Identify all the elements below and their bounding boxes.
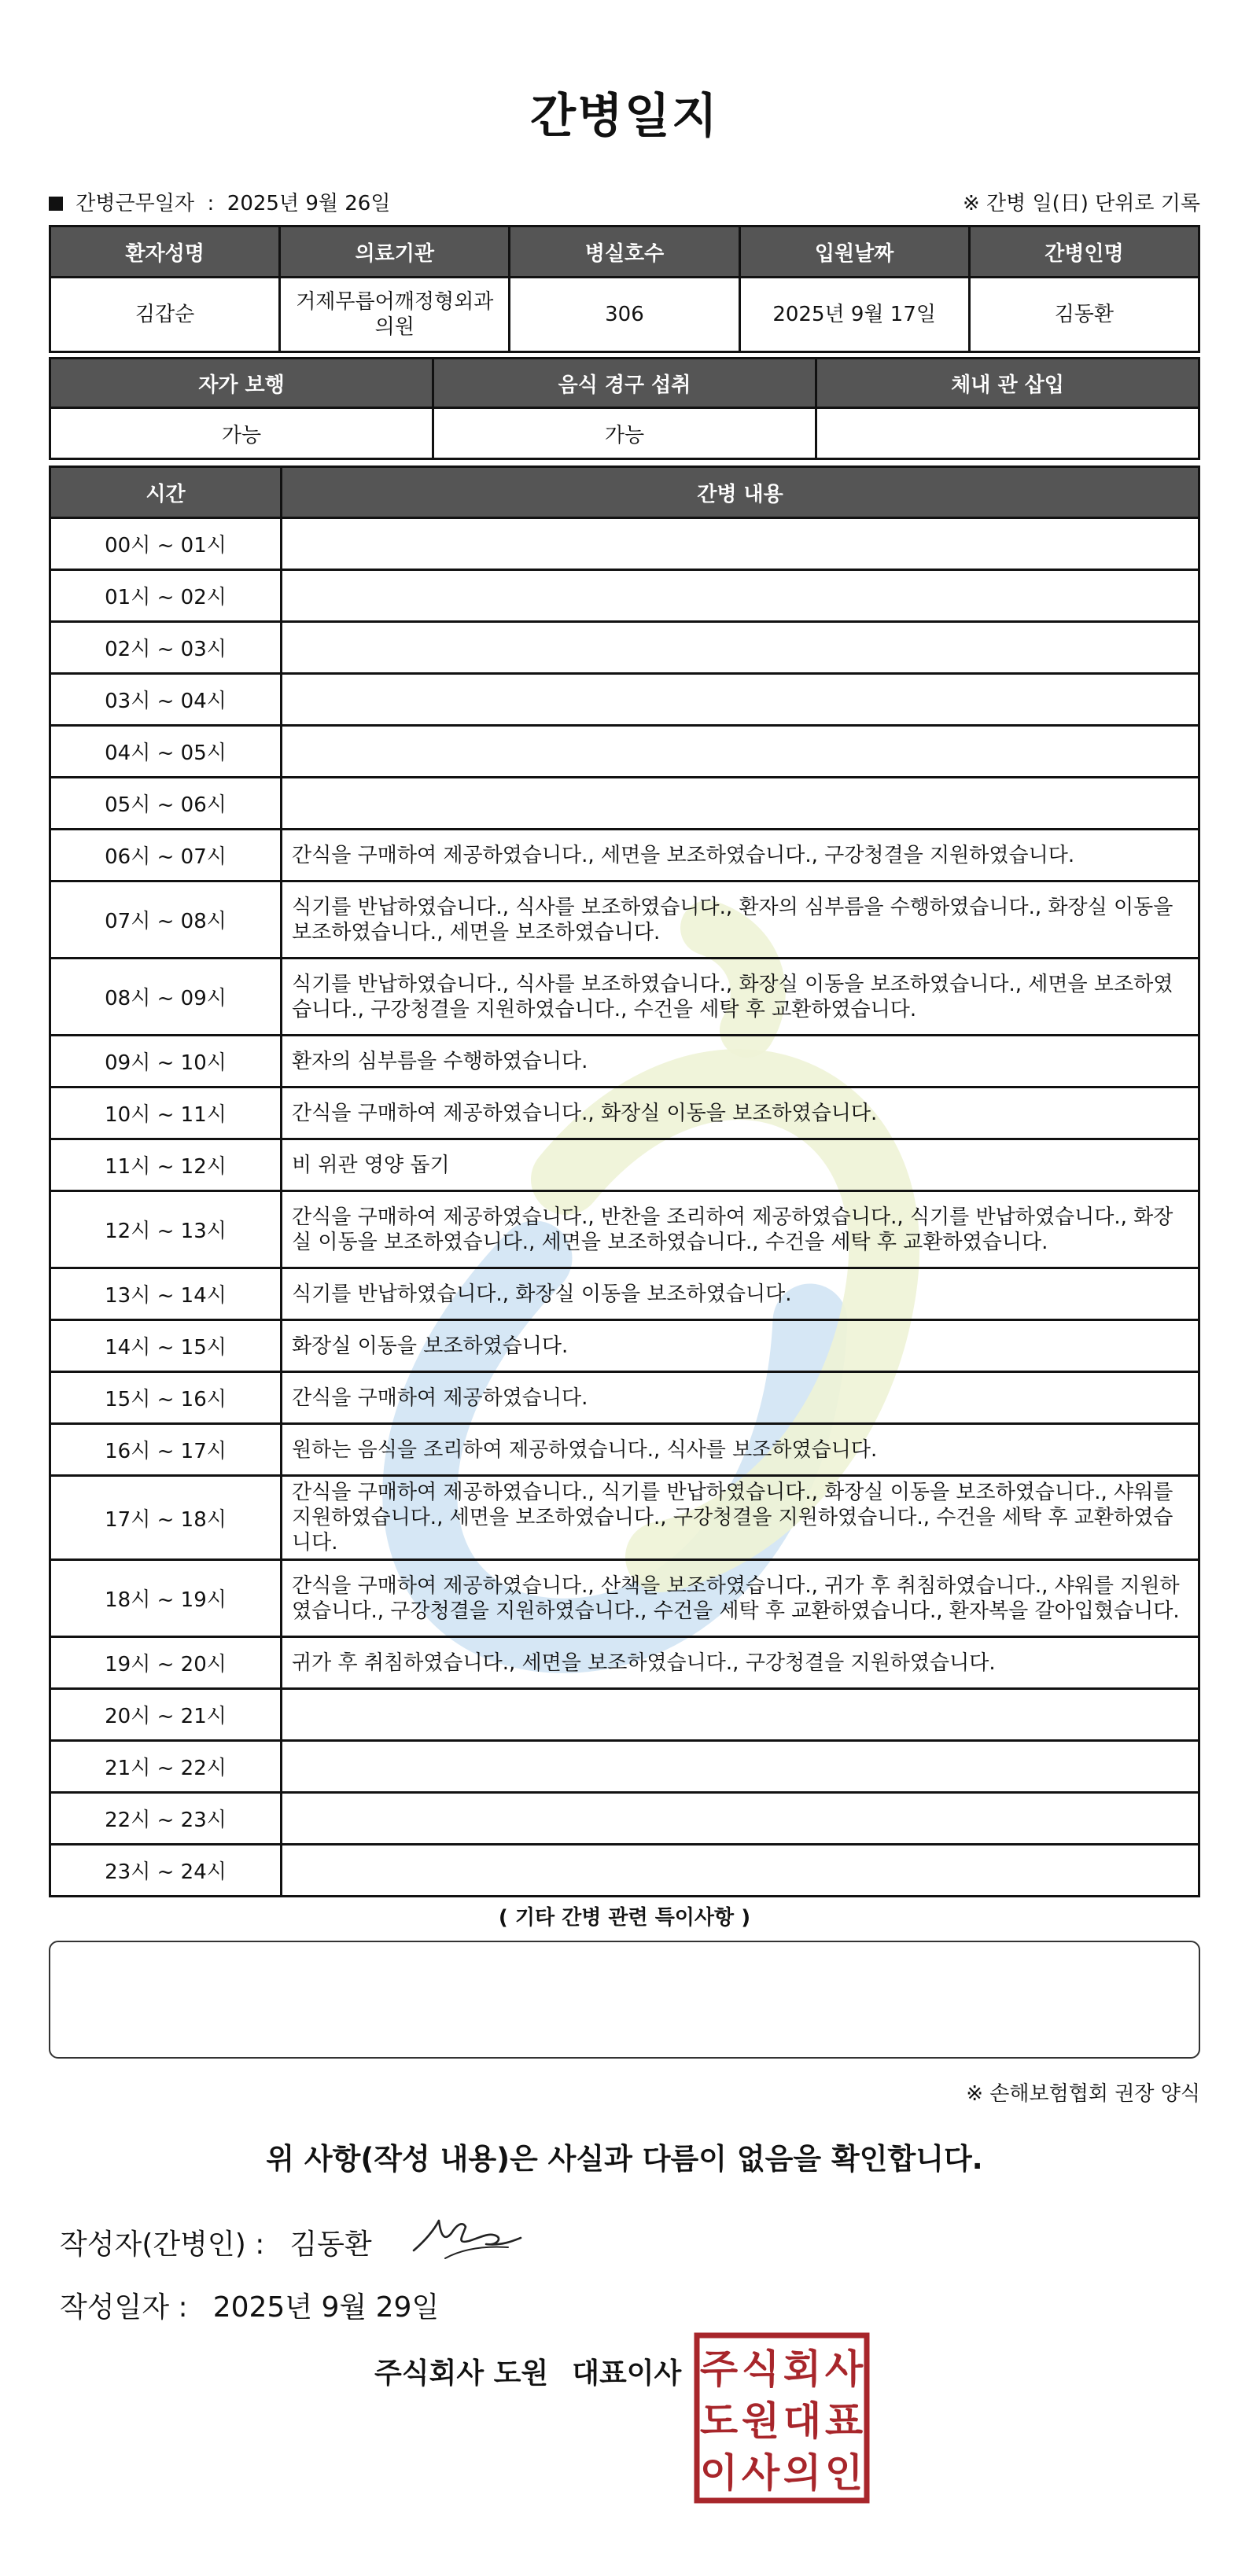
- header-oral-intake: 음식 경구 섭취: [433, 359, 816, 408]
- care-log-content: 식기를 반납하였습니다., 식사를 보조하였습니다., 환자의 심부름을 수행하였습니다., 화장실 이동을 보조하였습니다., 세면을 보조하였습니다.: [282, 881, 1199, 959]
- hospital-value-line2: 의원: [374, 315, 414, 339]
- care-log-time: 05시 ~ 06시: [50, 778, 282, 830]
- care-log-row: [50, 1793, 1199, 1845]
- work-date-separator: :: [207, 192, 215, 215]
- patient-ability-table: [49, 357, 1200, 460]
- care-log-content: [282, 674, 1199, 726]
- care-log-row: [50, 1139, 1199, 1191]
- care-log-content: [282, 1741, 1199, 1793]
- care-log-table: [49, 466, 1200, 1897]
- care-log-time: 13시 ~ 14시: [50, 1268, 282, 1320]
- care-log-content: 환자의 심부름을 수행하였습니다.: [282, 1036, 1199, 1087]
- bullet-square-icon: [49, 197, 63, 211]
- work-date-label: 간병근무일자: [76, 192, 194, 215]
- care-log-content: [282, 726, 1199, 778]
- care-log-time: 09시 ~ 10시: [50, 1036, 282, 1087]
- care-log-content: [282, 1793, 1199, 1845]
- care-log-header-row: [50, 467, 1199, 518]
- care-log-row: [50, 830, 1199, 881]
- care-log-content: 간식을 구매하여 제공하였습니다., 세면을 보조하였습니다., 구강청결을 지원하였습니다.: [282, 830, 1199, 881]
- work-date-line: [49, 187, 390, 216]
- seal-character: 인: [824, 2450, 864, 2496]
- care-log-time: 00시 ~ 01시: [50, 518, 282, 570]
- care-log-content: [282, 570, 1199, 622]
- care-log-content: 원하는 음식을 조리하여 제공하였습니다., 식사를 보조하였습니다.: [282, 1424, 1199, 1476]
- care-log-content: [282, 622, 1199, 674]
- care-log-row: [50, 1741, 1199, 1793]
- care-log-row: [50, 1191, 1199, 1268]
- care-log-row: [50, 881, 1199, 959]
- hospital-value: [280, 278, 510, 352]
- admission-date-value: 2025년 9월 17일: [739, 278, 969, 352]
- self-walking-value: 가능: [50, 408, 433, 459]
- seal-character: 의: [783, 2450, 822, 2496]
- seal-character: 회: [783, 2346, 822, 2392]
- care-log-time: 02시 ~ 03시: [50, 622, 282, 674]
- care-log-time: 10시 ~ 11시: [50, 1087, 282, 1139]
- care-log-row: [50, 1036, 1199, 1087]
- care-log-row: [50, 674, 1199, 726]
- header-hospital: 의료기관: [280, 226, 510, 278]
- seal-character: 주: [699, 2346, 739, 2392]
- care-log-time: 16시 ~ 17시: [50, 1424, 282, 1476]
- care-log-row: [50, 1476, 1199, 1560]
- caregiver-value: 김동환: [969, 278, 1199, 352]
- writer-label: 작성자(간병인) :: [60, 2228, 265, 2261]
- header-admission-date: 입원날짜: [739, 226, 969, 278]
- care-log-row: [50, 1372, 1199, 1424]
- care-log-row: [50, 1268, 1199, 1320]
- ability-header-row: [50, 359, 1199, 408]
- hospital-value-line1: 거제무릅어깨정형외과: [296, 290, 494, 314]
- care-log-time: 17시 ~ 18시: [50, 1476, 282, 1560]
- header-self-walking: 자가 보행: [50, 359, 433, 408]
- care-log-content: 간식을 구매하여 제공하였습니다., 반찬을 조리하여 제공하였습니다., 식기를 반납하였습니다., 화장실 이동을 보조하였습니다., 세면을 보조하였습니다., 수건을 세탁 후 교환하였습니다.: [282, 1191, 1199, 1268]
- care-log-row: [50, 570, 1199, 622]
- care-log-content: 식기를 반납하였습니다., 화장실 이동을 보조하였습니다.: [282, 1268, 1199, 1320]
- care-log-time: 22시 ~ 23시: [50, 1793, 282, 1845]
- care-log-content: 간식을 구매하여 제공하였습니다., 식기를 반납하였습니다., 화장실 이동을 보조하였습니다., 샤워를 지원하였습니다., 세면을 보조하였습니다., 구강청결을 지원하였습니다., 수건을 세탁 후 교환하였습니다.: [282, 1476, 1199, 1560]
- seal-character: 원: [741, 2398, 780, 2444]
- care-log-body: [50, 518, 1199, 1897]
- written-date-value: 2025년 9월 29일: [212, 2291, 440, 2324]
- confirmation-statement: 위 사항(작성 내용)은 사실과 다름이 없음을 확인합니다.: [266, 2142, 983, 2176]
- care-log-content: 화장실 이동을 보조하였습니다.: [282, 1320, 1199, 1372]
- writer-name: 김동환: [289, 2228, 372, 2261]
- patient-info-table: [49, 225, 1200, 353]
- recommended-form-note: ※ 손해보험협회 권장 양식: [966, 2082, 1200, 2106]
- care-log-row: [50, 1320, 1199, 1372]
- care-log-time: 03시 ~ 04시: [50, 674, 282, 726]
- patient-name-value: 김갑순: [50, 278, 280, 352]
- care-log-row: [50, 622, 1199, 674]
- care-log-row: [50, 1637, 1199, 1689]
- care-log-time: 15시 ~ 16시: [50, 1372, 282, 1424]
- care-log-time: 07시 ~ 08시: [50, 881, 282, 959]
- care-log-content: 간식을 구매하여 제공하였습니다., 화장실 이동을 보조하였습니다.: [282, 1087, 1199, 1139]
- care-log-content: [282, 1845, 1199, 1897]
- care-log-time: 18시 ~ 19시: [50, 1560, 282, 1637]
- care-log-row: [50, 1087, 1199, 1139]
- record-unit-note: ※ 간병 일(日) 단위로 기록: [962, 192, 1200, 215]
- care-log-time: 14시 ~ 15시: [50, 1320, 282, 1372]
- care-log-content: 간식을 구매하여 제공하였습니다.: [282, 1372, 1199, 1424]
- tube-insertion-value: [816, 408, 1199, 459]
- care-log-time: 08시 ~ 09시: [50, 959, 282, 1036]
- header-room: 병실호수: [510, 226, 739, 278]
- seal-character: 식: [741, 2346, 780, 2392]
- company-seal: [694, 2332, 870, 2504]
- patient-info-header-row: [50, 226, 1199, 278]
- special-notes-box: [49, 1941, 1200, 2059]
- care-log-time: 21시 ~ 22시: [50, 1741, 282, 1793]
- header-patient-name: 환자성명: [50, 226, 280, 278]
- care-log-time: 23시 ~ 24시: [50, 1845, 282, 1897]
- care-log-time: 06시 ~ 07시: [50, 830, 282, 881]
- patient-info-value-row: [50, 278, 1199, 352]
- care-log-time: 01시 ~ 02시: [50, 570, 282, 622]
- care-log-time: 11시 ~ 12시: [50, 1139, 282, 1191]
- header-tube-insertion: 체내 관 삽입: [816, 359, 1199, 408]
- representative-title: 대표이사: [572, 2357, 682, 2390]
- care-log-row: [50, 1424, 1199, 1476]
- care-log-content: [282, 778, 1199, 830]
- seal-character: 표: [824, 2398, 864, 2444]
- writer-line: [60, 2222, 372, 2262]
- care-log-content: [282, 518, 1199, 570]
- care-log-time: 12시 ~ 13시: [50, 1191, 282, 1268]
- company-name: 주식회사 도원: [374, 2357, 549, 2390]
- oral-intake-value: 가능: [433, 408, 816, 459]
- care-log-content: 귀가 후 취침하였습니다., 세면을 보조하였습니다., 구강청결을 지원하였습니다.: [282, 1637, 1199, 1689]
- header-care-content: 간병 내용: [282, 467, 1199, 518]
- special-notes-title: ( 기타 간병 관련 특이사항 ): [498, 1906, 751, 1930]
- ability-value-row: [50, 408, 1199, 459]
- care-log-row: [50, 1560, 1199, 1637]
- room-value: 306: [510, 278, 739, 352]
- seal-character: 도: [699, 2398, 739, 2444]
- care-log-time: 20시 ~ 21시: [50, 1689, 282, 1741]
- work-date-value: 2025년 9월 26일: [227, 192, 391, 215]
- care-log-content: 식기를 반납하였습니다., 식사를 보조하였습니다., 화장실 이동을 보조하였습니다., 세면을 보조하였습니다., 구강청결을 지원하였습니다., 수건을 세탁 후 교환하였습니다.: [282, 959, 1199, 1036]
- care-log-row: [50, 959, 1199, 1036]
- care-log-row: [50, 1845, 1199, 1897]
- care-log-content: 비 위관 영양 돕기: [282, 1139, 1199, 1191]
- care-log-row: [50, 518, 1199, 570]
- written-date-label: 작성일자 :: [60, 2291, 188, 2324]
- care-log-time: 04시 ~ 05시: [50, 726, 282, 778]
- company-line: [374, 2351, 681, 2391]
- care-log-row: [50, 1689, 1199, 1741]
- care-log-content: [282, 1689, 1199, 1741]
- care-log-content: 간식을 구매하여 제공하였습니다., 산책을 보조하였습니다., 귀가 후 취침하였습니다., 샤워를 지원하였습니다., 구강청결을 지원하였습니다., 수건을 세탁 후 교환하였습니다., 환자복을 갈아입혔습니다.: [282, 1560, 1199, 1637]
- care-log-row: [50, 726, 1199, 778]
- seal-character: 사: [824, 2346, 864, 2392]
- seal-character: 대: [783, 2398, 822, 2444]
- seal-character: 사: [741, 2450, 780, 2496]
- document-title: 간병일지: [530, 89, 719, 144]
- header-caregiver: 간병인명: [969, 226, 1199, 278]
- written-date-line: [60, 2285, 439, 2325]
- care-log-time: 19시 ~ 20시: [50, 1637, 282, 1689]
- writer-signature: [407, 2210, 525, 2265]
- care-log-row: [50, 778, 1199, 830]
- seal-character: 이: [699, 2450, 739, 2496]
- header-time: 시간: [50, 467, 282, 518]
